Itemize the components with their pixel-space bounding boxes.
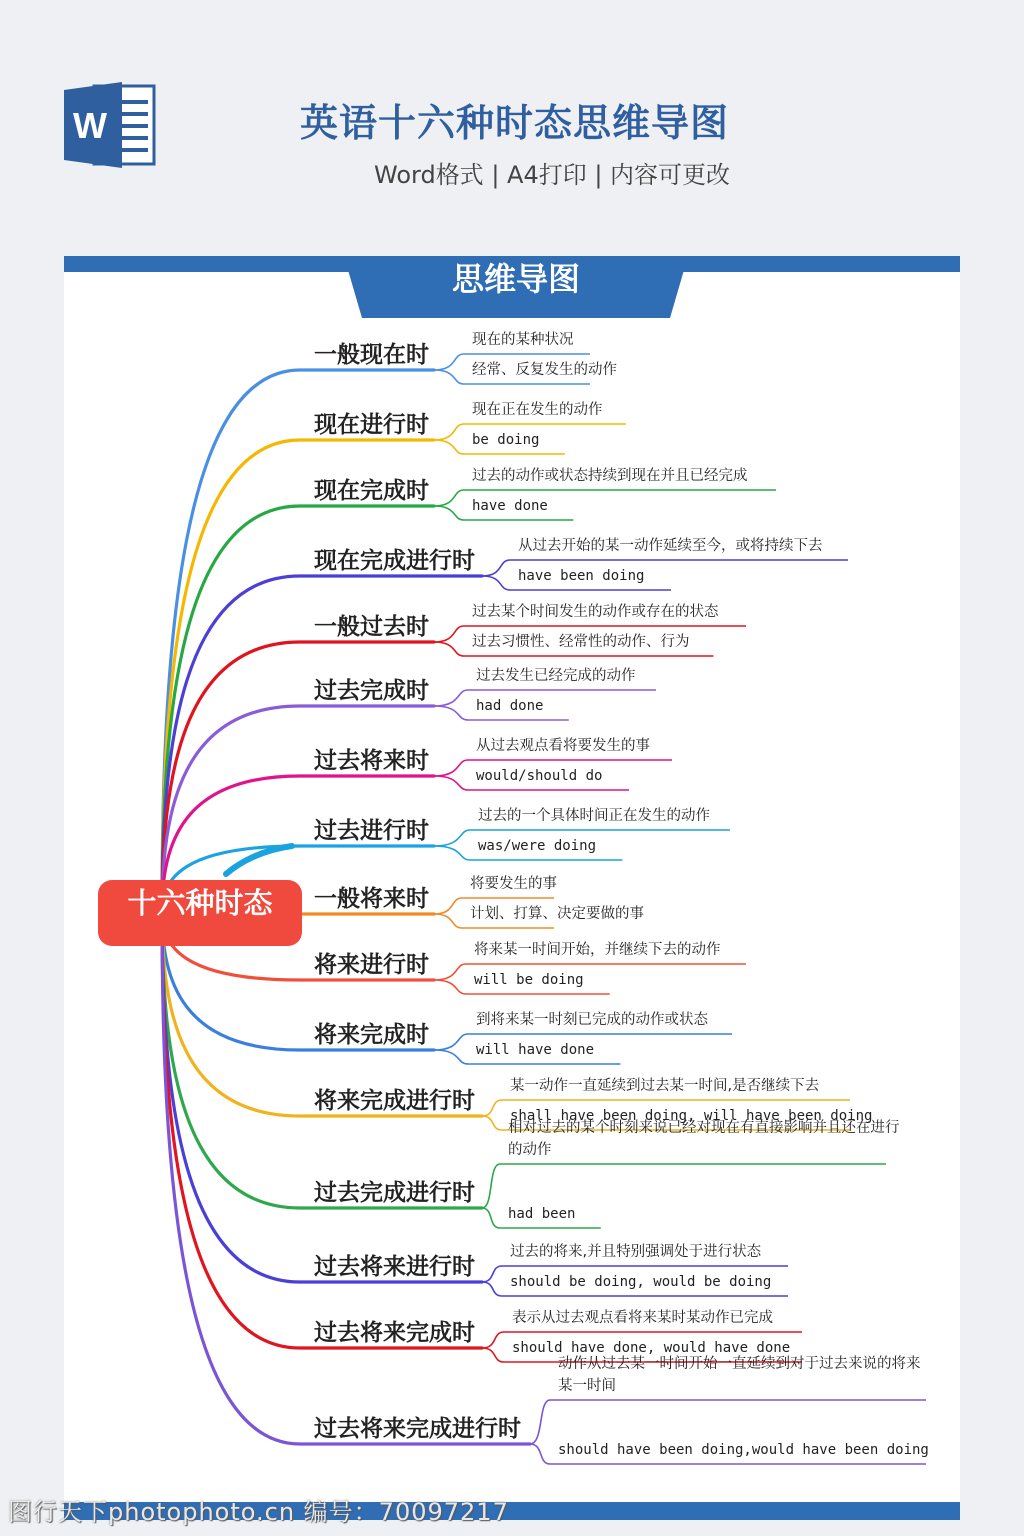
branch-label: 现在完成时 xyxy=(314,478,429,504)
branch-label: 现在完成进行时 xyxy=(314,548,475,574)
detail-text: 过去的一个具体时间正在发生的动作 xyxy=(478,808,710,824)
detail-text: 过去习惯性、经常性的动作、行为 xyxy=(472,634,690,650)
branch-label: 将来完成进行时 xyxy=(314,1088,475,1114)
detail-text: have been doing xyxy=(518,568,645,584)
branch-label: 一般过去时 xyxy=(314,614,429,640)
detail-text: would/should do xyxy=(476,768,603,784)
branch-label: 一般现在时 xyxy=(314,342,429,368)
detail-text: 过去的动作或状态持续到现在并且已经完成 xyxy=(472,468,748,484)
branch-label: 过去将来进行时 xyxy=(314,1254,475,1280)
detail-line xyxy=(482,1164,886,1208)
branch-13 xyxy=(162,912,900,1228)
detail-text: should be doing, would be doing xyxy=(510,1274,772,1290)
detail-text: 动作从过去某一时间开始一直延续到对于过去来说的将来 xyxy=(558,1356,921,1372)
root-node: 十六种时态 xyxy=(98,880,302,946)
detail-text: was/were doing xyxy=(478,838,597,854)
detail-text: 现在的某种状况 xyxy=(472,332,574,348)
detail-text: 将要发生的事 xyxy=(470,876,557,892)
detail-line xyxy=(434,690,656,706)
detail-text: 经常、反复发生的动作 xyxy=(472,362,617,378)
page-title: 英语十六种时态思维导图 xyxy=(300,101,730,145)
branch-5 xyxy=(162,602,746,912)
watermark: 图行天下photophoto.cn 编号：70097217 xyxy=(8,1498,509,1526)
detail-text: 从过去观点看将要发生的事 xyxy=(476,738,650,754)
branch-label: 过去将来完成进行时 xyxy=(314,1416,521,1442)
detail-text: be doing xyxy=(472,432,540,448)
detail-text: had done xyxy=(476,698,544,714)
detail-text: 将来某一时间开始，并继续下去的动作 xyxy=(474,942,721,958)
branch-label: 过去将来完成时 xyxy=(314,1320,475,1346)
branch-label: 过去进行时 xyxy=(314,818,429,844)
branch-label: 过去完成时 xyxy=(314,678,429,704)
branch-label: 现在进行时 xyxy=(314,412,429,438)
branch-line xyxy=(162,912,530,1444)
detail-text: 某一动作一直延续到过去某一时间,是否继续下去 xyxy=(510,1078,820,1094)
logo-letter: W xyxy=(73,105,107,146)
detail-text: 的动作 xyxy=(508,1142,552,1158)
branch-label: 将来进行时 xyxy=(314,952,429,978)
detail-text: have done xyxy=(472,498,548,514)
branch-label: 过去将来时 xyxy=(314,748,429,774)
branch-label: 将来完成时 xyxy=(314,1022,429,1048)
detail-text: 过去某个时间发生的动作或存在的状态 xyxy=(472,604,719,620)
detail-text: should have done, would have done xyxy=(512,1340,791,1356)
branch-14 xyxy=(162,912,788,1296)
branch-label: 过去完成进行时 xyxy=(314,1180,475,1206)
detail-text: should have been doing,would have been doing xyxy=(558,1442,929,1458)
branch-label: 一般将来时 xyxy=(314,886,429,912)
detail-line xyxy=(530,1400,926,1444)
detail-text: 表示从过去观点看将来某时某动作已完成 xyxy=(512,1310,773,1326)
detail-text: 某一时间 xyxy=(558,1378,616,1394)
detail-text: had been xyxy=(508,1206,576,1222)
detail-text: 过去的将来,并且特别强调处于进行状态 xyxy=(510,1244,762,1260)
detail-text: 相对过去的某个时刻来说已经对现在有直接影响并且还在进行 xyxy=(508,1120,900,1136)
detail-text: will be doing xyxy=(474,972,584,988)
branch-4 xyxy=(162,536,848,912)
detail-text: 到将来某一时刻已完成的动作或状态 xyxy=(476,1012,708,1028)
card-tab-label: 思维导图 xyxy=(451,260,580,298)
detail-text: 现在正在发生的动作 xyxy=(472,402,603,418)
detail-text: 从过去开始的某一动作延续至今，或将持续下去 xyxy=(518,538,823,554)
page-subtitle: Word格式 | A4打印 | 内容可更改 xyxy=(374,161,731,189)
detail-text: 过去发生已经完成的动作 xyxy=(476,668,636,684)
detail-text: 计划、打算、决定要做的事 xyxy=(470,906,644,922)
detail-text: will have done xyxy=(476,1042,595,1058)
detail-text: shall have been doing, will have been doing xyxy=(510,1108,873,1124)
